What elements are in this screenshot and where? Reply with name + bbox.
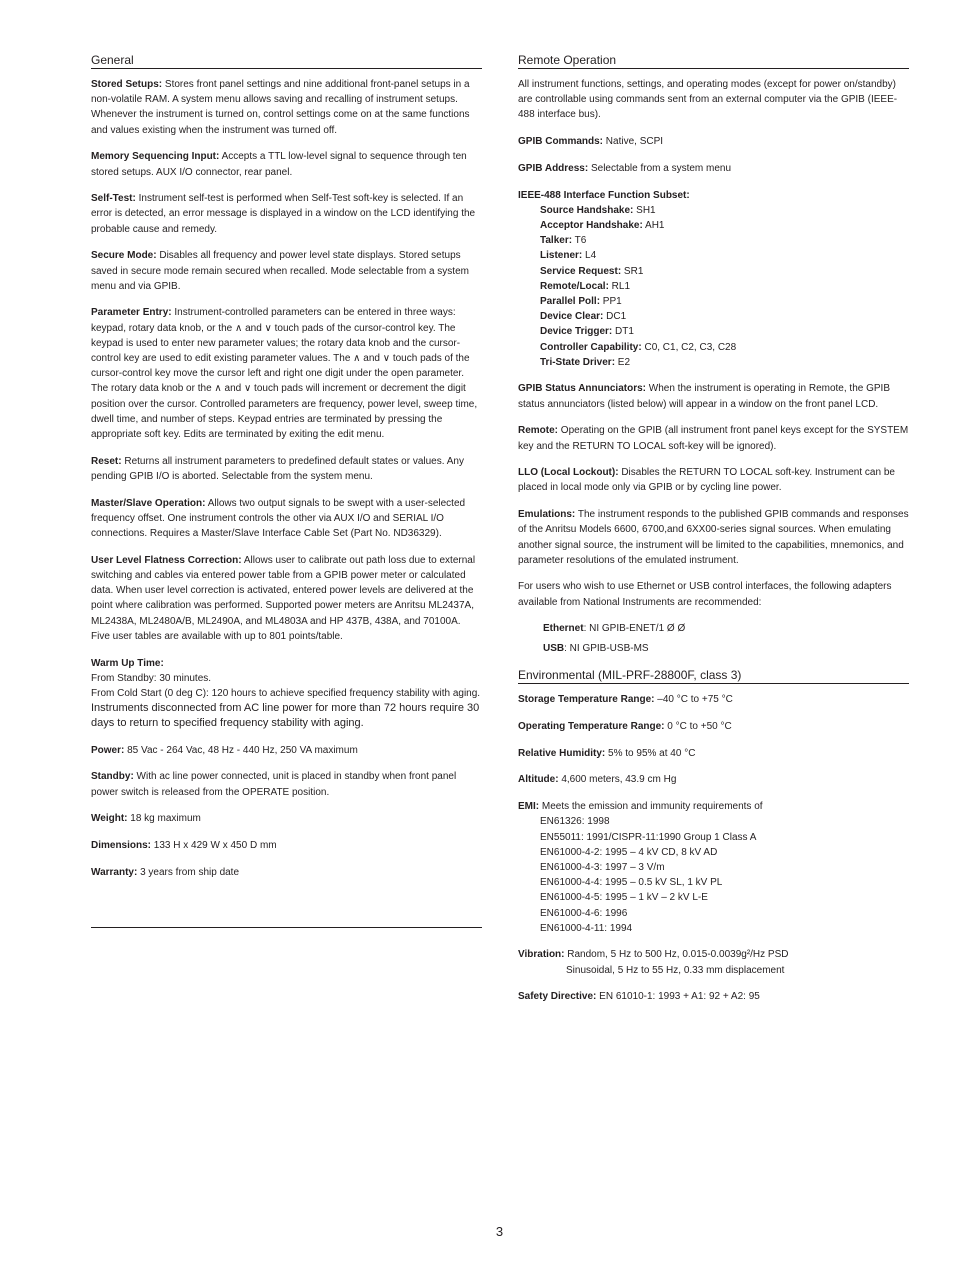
humidity-para	[518, 746, 909, 761]
reset-para	[91, 454, 482, 484]
usb-adapter: USB: NI GPIB-USB-MS	[543, 642, 649, 654]
power-label: Power:	[91, 744, 125, 756]
emi-standard: EN55011: 1991/CISPR-11:1990 Group 1 Class A	[540, 831, 757, 843]
ieee-item: Tri-State Driver: E2	[540, 356, 631, 368]
section-divider	[91, 927, 482, 928]
warm-up-cold-start: From Cold Start (0 deg C): 120 hours to achieve specified frequency stability with aging.	[91, 687, 481, 699]
remote-intro: All instrument functions, settings, and operating modes (except for power on/standby) are controllable using commands sent from an external computer via the GPIB (IEEE-488 interface bus).	[518, 79, 898, 121]
ethernet-adapter: Ethernet: NI GPIB-ENET/1 Ø Ø	[543, 623, 686, 635]
emi-standard: EN61000-4-11: 1994	[540, 922, 633, 934]
self-test-para	[91, 191, 482, 237]
status-annunciators-para	[518, 381, 909, 411]
ieee-item: Listener: L4	[540, 250, 597, 262]
weight-text: 18 kg maximum	[127, 813, 201, 825]
page-number: 3	[495, 1224, 504, 1239]
memory-sequencing-label: Memory Sequencing Input:	[91, 151, 220, 163]
ieee-subset	[518, 188, 909, 370]
llo-label: LLO (Local Lockout):	[518, 467, 619, 479]
emi-label: EMI:	[518, 801, 540, 813]
status-annunciators-label: GPIB Status Annunciators:	[518, 383, 646, 395]
stored-setups-label: Stored Setups:	[91, 79, 163, 90]
vibration-text: Random, 5 Hz to 500 Hz, 0.015-0.0039g²/Hz PSD	[564, 949, 789, 961]
parameter-entry-para	[91, 305, 482, 442]
section-title-remote-operation: Remote Operation	[518, 52, 909, 69]
vibration-label: Vibration:	[518, 949, 565, 961]
right-column	[518, 52, 909, 1016]
parameter-entry-text: Instrument-controlled parameters can be entered in three ways: keypad, rotary data knob, or the ∧ and ∨ touch pads of the cursor-control key. The keypad is used to enter new parameter values; the rotary data knob and the cursor-control key are used to edit existing parameter values. The ∧ and ∨ touch pads of the cursor-control key move the cursor left and right one digit under the open parameter. The rotary data knob or the ∧ and ∨ touch pads will increment or decrement the digit position over the cursor. Controlled parameters are frequency, power level, sweep time, dwell time, and number of steps. Keypad entries are terminated by pressing the appropriate soft key. Edits are terminated by exiting the edit menu.	[91, 307, 478, 441]
warranty-label: Warranty:	[91, 866, 138, 878]
flatness-correction-text: Allows user to calibrate out path loss due to external switching and cables via entered power table from a GPIB power meter or calculated data. When user level correction is activated, entered power levels are delivered at the point where calibration was performed. Supported power meters are Anritsu ML2437A, ML2438A, ML2480A/B, ML2490A, and ML4803A and HP 437B, 438A, and 70100A. Five user tables are available with up to 801 points/table.	[91, 554, 476, 642]
master-slave-label: Master/Slave Operation:	[91, 497, 206, 509]
master-slave-para	[91, 496, 482, 542]
status-annunciators-text: When the instrument is operating in Remote, the GPIB status annunciators (listed below) will appear in a window on the front panel LCD.	[518, 383, 890, 410]
gpib-address-label: GPIB Address:	[518, 162, 589, 174]
adapter-list	[518, 621, 909, 655]
emi-standard: EN61000-4-2: 1995 – 4 kV CD, 8 kV AD	[540, 846, 718, 858]
operating-temp-label: Operating Temperature Range:	[518, 721, 665, 732]
gpib-commands-text: Native, SCPI	[603, 136, 664, 148]
standby-para	[91, 769, 482, 799]
emi-standard: EN61326: 1998	[540, 816, 610, 828]
emi-standard: EN61000-4-3: 1997 – 3 V/m	[540, 861, 665, 873]
stored-setups-para	[91, 77, 482, 138]
power-text: 85 Vac - 264 Vac, 48 Hz - 440 Hz, 250 VA maximum	[124, 744, 358, 756]
self-test-text: Instrument self-test is performed when Self-Test soft-key is selected. If an error is detected, an error message is displayed in a window on the LCD identifying the probable cause and remedy.	[91, 193, 476, 235]
emi-standard: EN61000-4-4: 1995 – 0.5 kV SL, 1 kV PL	[540, 877, 723, 889]
emulations-text: The instrument responds to the published GPIB commands and responses of the Anritsu Models 6600, 6700,and 6XX00-series signal sources. When emulating another signal source, the instrument will be limited to the capabilities, mnemonics, and parameter resolutions of the emulated instrument.	[518, 509, 909, 566]
gpib-commands-label: GPIB Commands:	[518, 136, 604, 148]
ieee-item: Talker: T6	[540, 235, 587, 247]
dimensions-text: 133 H x 429 W x 450 D mm	[151, 839, 277, 851]
gpib-address-text: Selectable from a system menu	[588, 162, 732, 174]
ieee-item: Service Request: SR1	[540, 265, 644, 277]
emi-block	[518, 799, 909, 936]
storage-temp-label: Storage Temperature Range:	[518, 694, 655, 706]
reset-text: Returns all instrument parameters to predefined default states or values. Any pending GPIB I/O is aborted. Selectable from the system menu.	[91, 455, 464, 482]
memory-sequencing-text: Accepts a TTL low-level signal to sequence through ten stored setups. AUX I/O connector, rear panel.	[91, 151, 467, 178]
remote-para	[518, 423, 909, 453]
standby-text: With ac line power connected, unit is placed in standby when front panel power switch is released from the OPERATE position.	[91, 771, 457, 798]
emulations-para	[518, 507, 909, 568]
ieee-item: Controller Capability: C0, C1, C2, C3, C28	[540, 341, 737, 353]
humidity-label: Relative Humidity:	[518, 747, 606, 759]
reset-label: Reset:	[91, 455, 122, 467]
altitude-text: 4,600 meters, 43.9 cm Hg	[558, 774, 677, 786]
weight-para	[91, 811, 482, 826]
ieee-item: Acceptor Handshake: AH1	[540, 219, 665, 231]
parameter-entry-label: Parameter Entry:	[91, 307, 172, 319]
humidity-text: 5% to 95% at 40 °C	[605, 747, 696, 759]
dimensions-para	[91, 838, 482, 853]
flatness-correction-label: User Level Flatness Correction:	[91, 554, 242, 566]
gpib-commands-para	[518, 134, 909, 149]
operating-temp-para	[518, 719, 909, 734]
llo-para	[518, 465, 909, 495]
altitude-para	[518, 772, 909, 787]
warm-up-disconnected-note: Instruments disconnected from AC line power for more than 72 hours require 30 days to return to specified frequency stability with aging.	[91, 702, 480, 730]
ieee-item: Source Handshake: SH1	[540, 204, 656, 216]
ieee-item: Parallel Poll: PP1	[540, 295, 622, 307]
section-title-environmental: Environmental (MIL-PRF-28800F, class 3)	[518, 667, 909, 684]
warranty-text: 3 years from ship date	[137, 866, 240, 878]
llo-text: Disables the RETURN TO LOCAL soft-key. Instrument can be placed in local mode only via GPIB or by cycling line power.	[518, 467, 895, 494]
safety-label: Safety Directive:	[518, 991, 597, 1003]
secure-mode-para	[91, 248, 482, 294]
stored-setups-text: Stores front panel settings and nine additional front-panel setups in a non-volatile RAM. A system menu allows saving and recalling of instrument setups. Whenever the instrument is turned on, control settings come on at the same functions and values existing when the instrument was turned off.	[91, 79, 470, 136]
gpib-address-para	[518, 161, 909, 176]
self-test-label: Self-Test:	[91, 193, 136, 205]
storage-temp-text: –40 °C to +75 °C	[654, 694, 733, 706]
dimensions-label: Dimensions:	[91, 839, 152, 851]
flatness-correction-para	[91, 553, 482, 644]
secure-mode-label: Secure Mode:	[91, 250, 157, 262]
emulations-label: Emulations:	[518, 509, 576, 521]
remote-text: Operating on the GPIB (all instrument front panel keys except for the SYSTEM key and the RETURN TO LOCAL soft-key will be ignored).	[518, 425, 909, 452]
emi-standard: EN61000-4-6: 1996	[540, 907, 628, 919]
vibration-block	[518, 947, 909, 977]
left-column	[91, 52, 482, 928]
warranty-para	[91, 865, 482, 880]
emi-standard: EN61000-4-5: 1995 – 1 kV – 2 kV L-E	[540, 892, 708, 904]
ieee-item: Device Clear: DC1	[540, 311, 627, 323]
remote-label: Remote:	[518, 425, 559, 437]
weight-label: Weight:	[91, 813, 128, 825]
memory-sequencing-para	[91, 149, 482, 179]
warm-up-label: Warm Up Time:	[91, 657, 164, 669]
warm-up-para	[91, 656, 482, 732]
ieee-item: Device Trigger: DT1	[540, 326, 634, 338]
secure-mode-text: Disables all frequency and power level state displays. Stored setups saved in secure mode remain secured when recalled. Mode selectable from a system menu and via GPIB.	[91, 250, 469, 292]
operating-temp-text: 0 °C to +50 °C	[664, 721, 732, 732]
ieee-item: Remote/Local: RL1	[540, 280, 631, 292]
storage-temp-para	[518, 692, 909, 707]
warm-up-standby: From Standby: 30 minutes.	[91, 672, 212, 684]
safety-text: EN 61010-1: 1993 + A1: 92 + A2: 95	[596, 991, 760, 1003]
vibration-sinusoidal: Sinusoidal, 5 Hz to 55 Hz, 0.33 mm displacement	[566, 964, 785, 976]
ieee-subset-title: IEEE-488 Interface Function Subset:	[518, 189, 690, 201]
section-title-general: General	[91, 52, 482, 69]
altitude-label: Altitude:	[518, 774, 559, 786]
power-para	[91, 743, 482, 758]
master-slave-text: Allows two output signals to be swept with a user-selected frequency offset. One instrument controls the other via AUX I/O and SERIAL I/O connections. Requires a Master/Slave Interface Cable Set (Part No. ND36329).	[91, 497, 466, 540]
users-note: For users who wish to use Ethernet or USB control interfaces, the following adapters available from National Instruments are recommended:	[518, 581, 892, 608]
emi-text: Meets the emission and immunity requirements of	[539, 801, 763, 813]
standby-label: Standby:	[91, 771, 134, 783]
safety-para	[518, 989, 909, 1004]
